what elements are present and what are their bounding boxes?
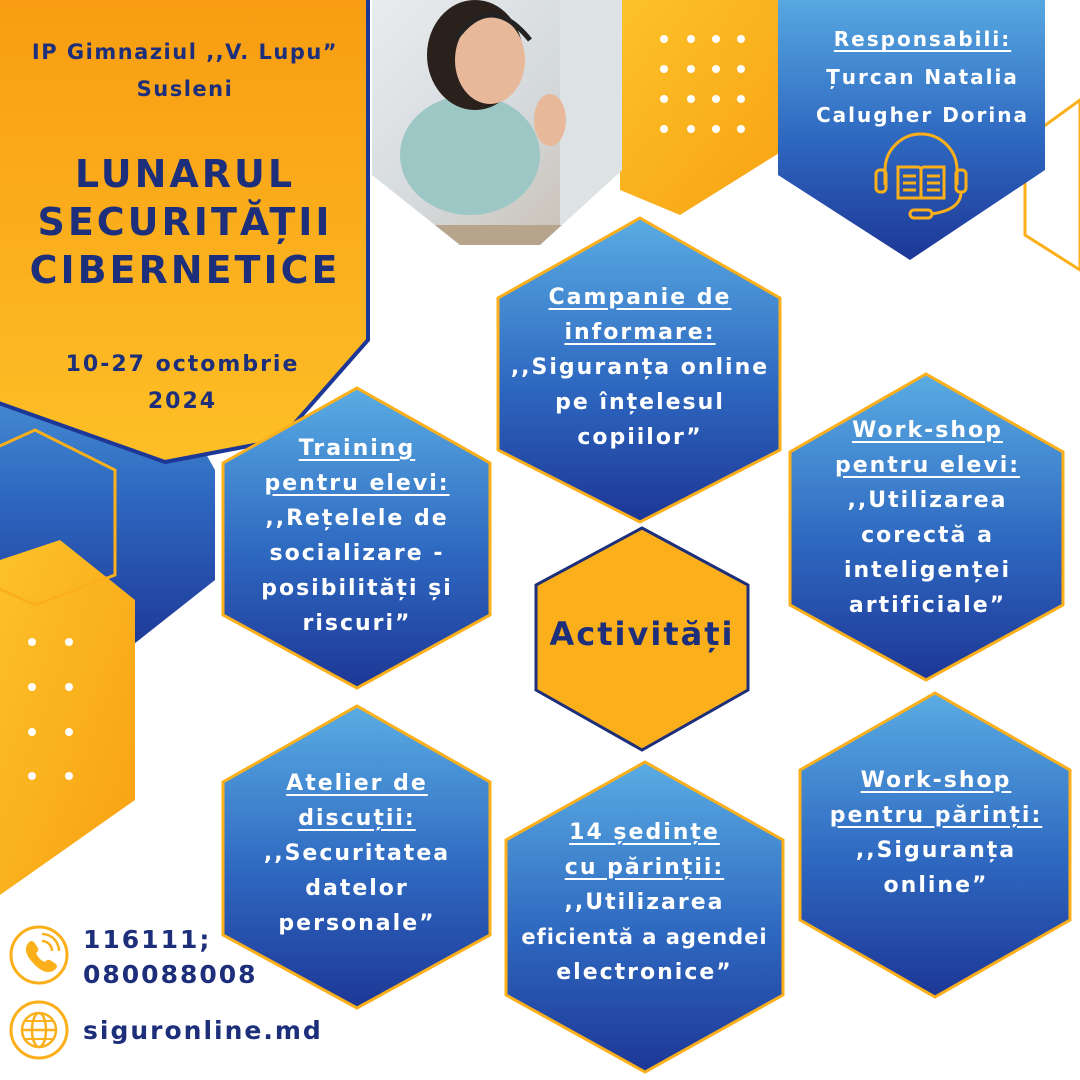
phone-numbers [83,922,258,992]
event-dates [0,346,365,420]
activity-description: ,,Siguranța online pe înțelesul copiilor” [510,355,770,450]
school-name-line1: IP Gimnaziul ,,V. Lupu” [31,40,339,64]
website-link[interactable]: siguronline.md [83,1016,323,1045]
activity-campaign [505,280,775,455]
activity-title: 14 ședințe cu părinții: [564,820,725,880]
responsible-name: Țurcan Natalia [826,65,1019,89]
activity-atelier [228,766,486,941]
activity-description: ,,Utilizarea eficientă a agendei electronice” [521,890,768,985]
activity-training [228,431,486,641]
activity-workshop-students [795,413,1060,623]
title-line: LUNARUL [74,152,296,196]
activity-title: Work-shop pentru părinți: [829,768,1043,828]
responsible-label: Responsabili: [833,27,1012,51]
activity-title: Atelier de discuții: [286,771,428,831]
poster-title [0,150,370,294]
responsible-name: Calugher Dorina [815,103,1029,127]
top-orange-hexagon [620,0,800,215]
activity-description: ,,Utilizarea corectă a inteligenței artificiale” [843,488,1012,618]
activities-heading: Activități [549,615,735,653]
responsible-block [795,20,1050,134]
title-line: SECURITĂȚII [37,200,333,244]
activity-title: Training pentru elevi: [264,436,450,496]
dates-line1: 10-27 octombrie [65,352,300,377]
activity-title: Campanie de informare: [548,285,732,345]
activity-description: ,,Siguranța online” [855,838,1017,898]
hero-photo [372,0,622,245]
school-name-line2: Susleni [136,77,234,101]
phone-line2: 080088008 [83,960,258,989]
dates-line2: 2024 [147,389,218,414]
activity-workshop-parents [805,763,1067,903]
phone-line1: 116111; [83,925,212,954]
activity-meetings [506,815,783,990]
globe-icon [11,1002,67,1058]
school-name [0,34,370,108]
activity-description: ,,Rețelele de socializare - posibilități și riscuri” [261,506,453,636]
phone-icon [11,927,67,983]
activity-description: ,,Securitatea datelor personale” [263,841,451,936]
title-line: CIBERNETICE [29,248,341,292]
activity-title: Work-shop pentru elevi: [834,418,1021,478]
